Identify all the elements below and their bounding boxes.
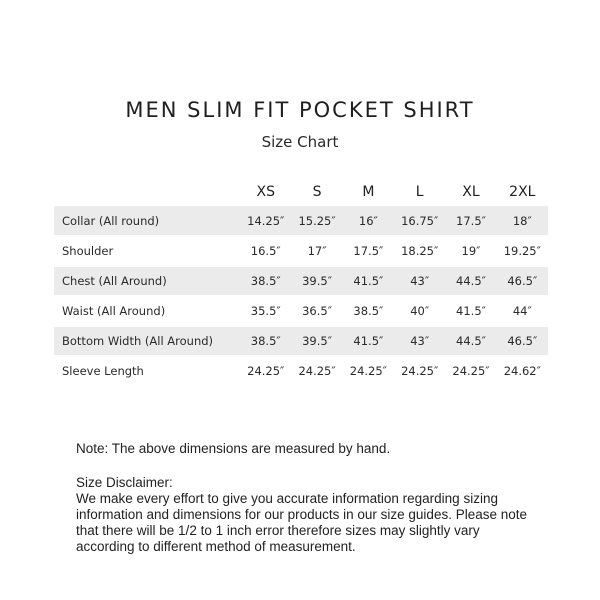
table-cell: 18.25″ [394,236,445,266]
table-cell: 17.5″ [343,236,394,266]
page-subtitle: Size Chart [261,133,339,151]
row-label: Shoulder [54,236,240,266]
table-cell: 44.5″ [445,326,496,356]
row-label: Sleeve Length [54,356,240,386]
size-header-cell: L [415,184,424,200]
table-cell: 41.5″ [445,296,496,326]
measurement-note: Note: The above dimensions are measured by hand. [76,441,391,456]
disclaimer-line: according to different method of measurement. [76,539,356,554]
table-row-sleeve-length [54,356,548,386]
size-header-cell: S [312,184,322,200]
table-row-collar [54,206,548,236]
table-cell: 17.5″ [445,206,496,236]
disclaimer-line: that there will be 1/2 to 1 inch error therefore sizes may slightly vary [76,523,480,538]
table-row-waist [54,296,548,326]
table-cell: 16.5″ [240,236,291,266]
table-cell: 15.25″ [291,206,342,236]
table-cell: 19.25″ [497,236,548,266]
table-row-chest [54,266,548,296]
table-cell: 46.5″ [497,326,548,356]
row-label: Bottom Width (All Around) [54,326,240,356]
table-cell: 19″ [445,236,496,266]
table-cell: 41.5″ [343,266,394,296]
disclaimer-line: information and dimensions for our products in our size guides. Please note [76,507,528,522]
table-cell: 44″ [497,296,548,326]
disclaimer-line: We make every effort to give you accurate information regarding sizing [76,491,498,506]
disclaimer-heading: Size Disclaimer: [76,475,173,490]
row-label: Chest (All Around) [54,266,240,296]
header-corner [54,178,240,206]
table-cell: 18″ [497,206,548,236]
table-cell: 24.62″ [497,356,548,386]
table-cell: 14.25″ [240,206,291,236]
table-cell: 16.75″ [394,206,445,236]
table-cell: 41.5″ [343,326,394,356]
size-header-cell: XS [256,184,275,200]
table-cell: 24.25″ [445,356,496,386]
table-row-bottom-width [54,326,548,356]
size-header-cell: 2XL [509,184,536,200]
table-cell: 38.5″ [240,266,291,296]
table-cell: 24.25″ [394,356,445,386]
table-cell: 38.5″ [240,326,291,356]
table-cell: 36.5″ [291,296,342,326]
table-cell: 24.25″ [343,356,394,386]
table-cell: 24.25″ [240,356,291,386]
table-cell: 38.5″ [343,296,394,326]
table-cell: 44.5″ [445,266,496,296]
table-cell: 40″ [394,296,445,326]
size-chart-table [54,178,548,387]
table-cell: 24.25″ [291,356,342,386]
table-cell: 35.5″ [240,296,291,326]
size-header-cell: M [362,184,375,200]
row-label: Collar (All round) [54,206,240,236]
table-cell: 16″ [343,206,394,236]
table-cell: 39.5″ [291,266,342,296]
page-title: MEN SLIM FIT POCKET SHIRT [125,98,475,122]
table-row-shoulder [54,236,548,266]
table-cell: 17″ [291,236,342,266]
disclaimer-text [76,491,576,555]
size-header-row [54,178,548,206]
table-cell: 43″ [394,266,445,296]
row-label: Waist (All Around) [54,296,240,326]
table-cell: 39.5″ [291,326,342,356]
size-header-cell: XL [462,184,480,200]
table-cell: 43″ [394,326,445,356]
table-cell: 46.5″ [497,266,548,296]
